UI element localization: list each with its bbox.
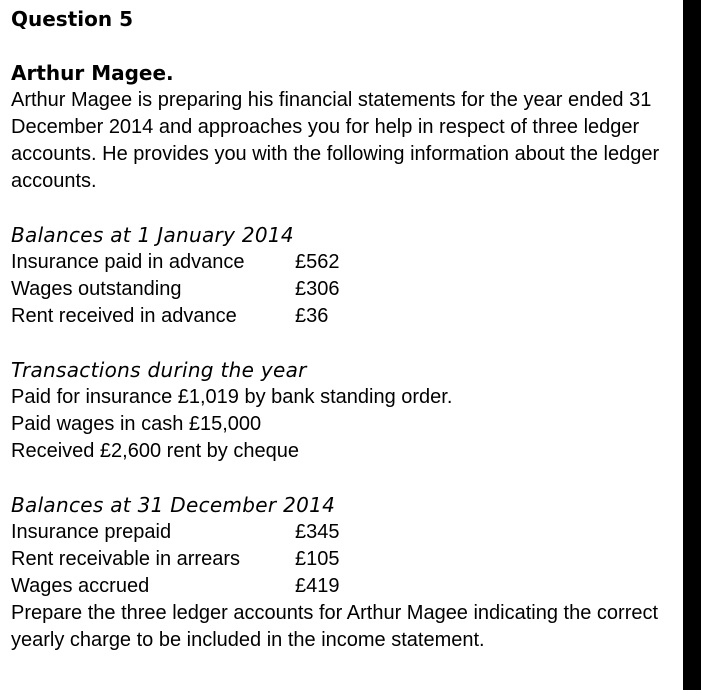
- row-amount: £419: [295, 575, 340, 597]
- spacer: [11, 195, 676, 222]
- transaction-line: Paid for insurance £1,019 by bank standing order.: [11, 386, 453, 408]
- row-label: Insurance prepaid: [11, 521, 172, 543]
- spacer: [11, 33, 676, 60]
- opening-row: [11, 303, 676, 330]
- closing-row: [11, 519, 676, 546]
- row-label: Rent received in advance: [11, 305, 237, 327]
- opening-balances-heading: Balances at 1 January 2014: [11, 223, 294, 247]
- right-edge-bar: [683, 0, 701, 690]
- row-label: Wages accrued: [11, 575, 150, 597]
- transaction-line: Received £2,600 rent by cheque: [11, 440, 299, 462]
- spacer: [11, 465, 676, 492]
- question-content: [11, 6, 676, 654]
- row-amount: £562: [295, 251, 340, 273]
- row-amount: £345: [295, 521, 340, 543]
- row-amount: £105: [295, 548, 340, 570]
- intro-paragraph: Arthur Magee is preparing his financial statements for the year ended 31 December 2014 and approaches you for help in respect of three ledger accounts. He provides you with the following information about the ledger accounts.: [11, 89, 660, 192]
- question-title: Question 5: [11, 7, 133, 31]
- closing-row: [11, 546, 676, 573]
- opening-row: [11, 249, 676, 276]
- closing-row: [11, 573, 676, 600]
- instruction-paragraph: Prepare the three ledger accounts for Arthur Magee indicating the correct yearly charge to be included in the income statement.: [11, 602, 659, 651]
- row-label: Insurance paid in advance: [11, 251, 245, 273]
- opening-row: [11, 276, 676, 303]
- row-label: Rent receivable in arrears: [11, 548, 240, 570]
- spacer: [11, 330, 676, 357]
- name-heading: Arthur Magee.: [11, 61, 174, 85]
- transactions-heading: Transactions during the year: [11, 358, 307, 382]
- closing-balances-heading: Balances at 31 December 2014: [11, 493, 336, 517]
- transaction-line: Paid wages in cash £15,000: [11, 413, 262, 435]
- row-amount: £306: [295, 278, 340, 300]
- row-label: Wages outstanding: [11, 278, 182, 300]
- row-amount: £36: [295, 305, 329, 327]
